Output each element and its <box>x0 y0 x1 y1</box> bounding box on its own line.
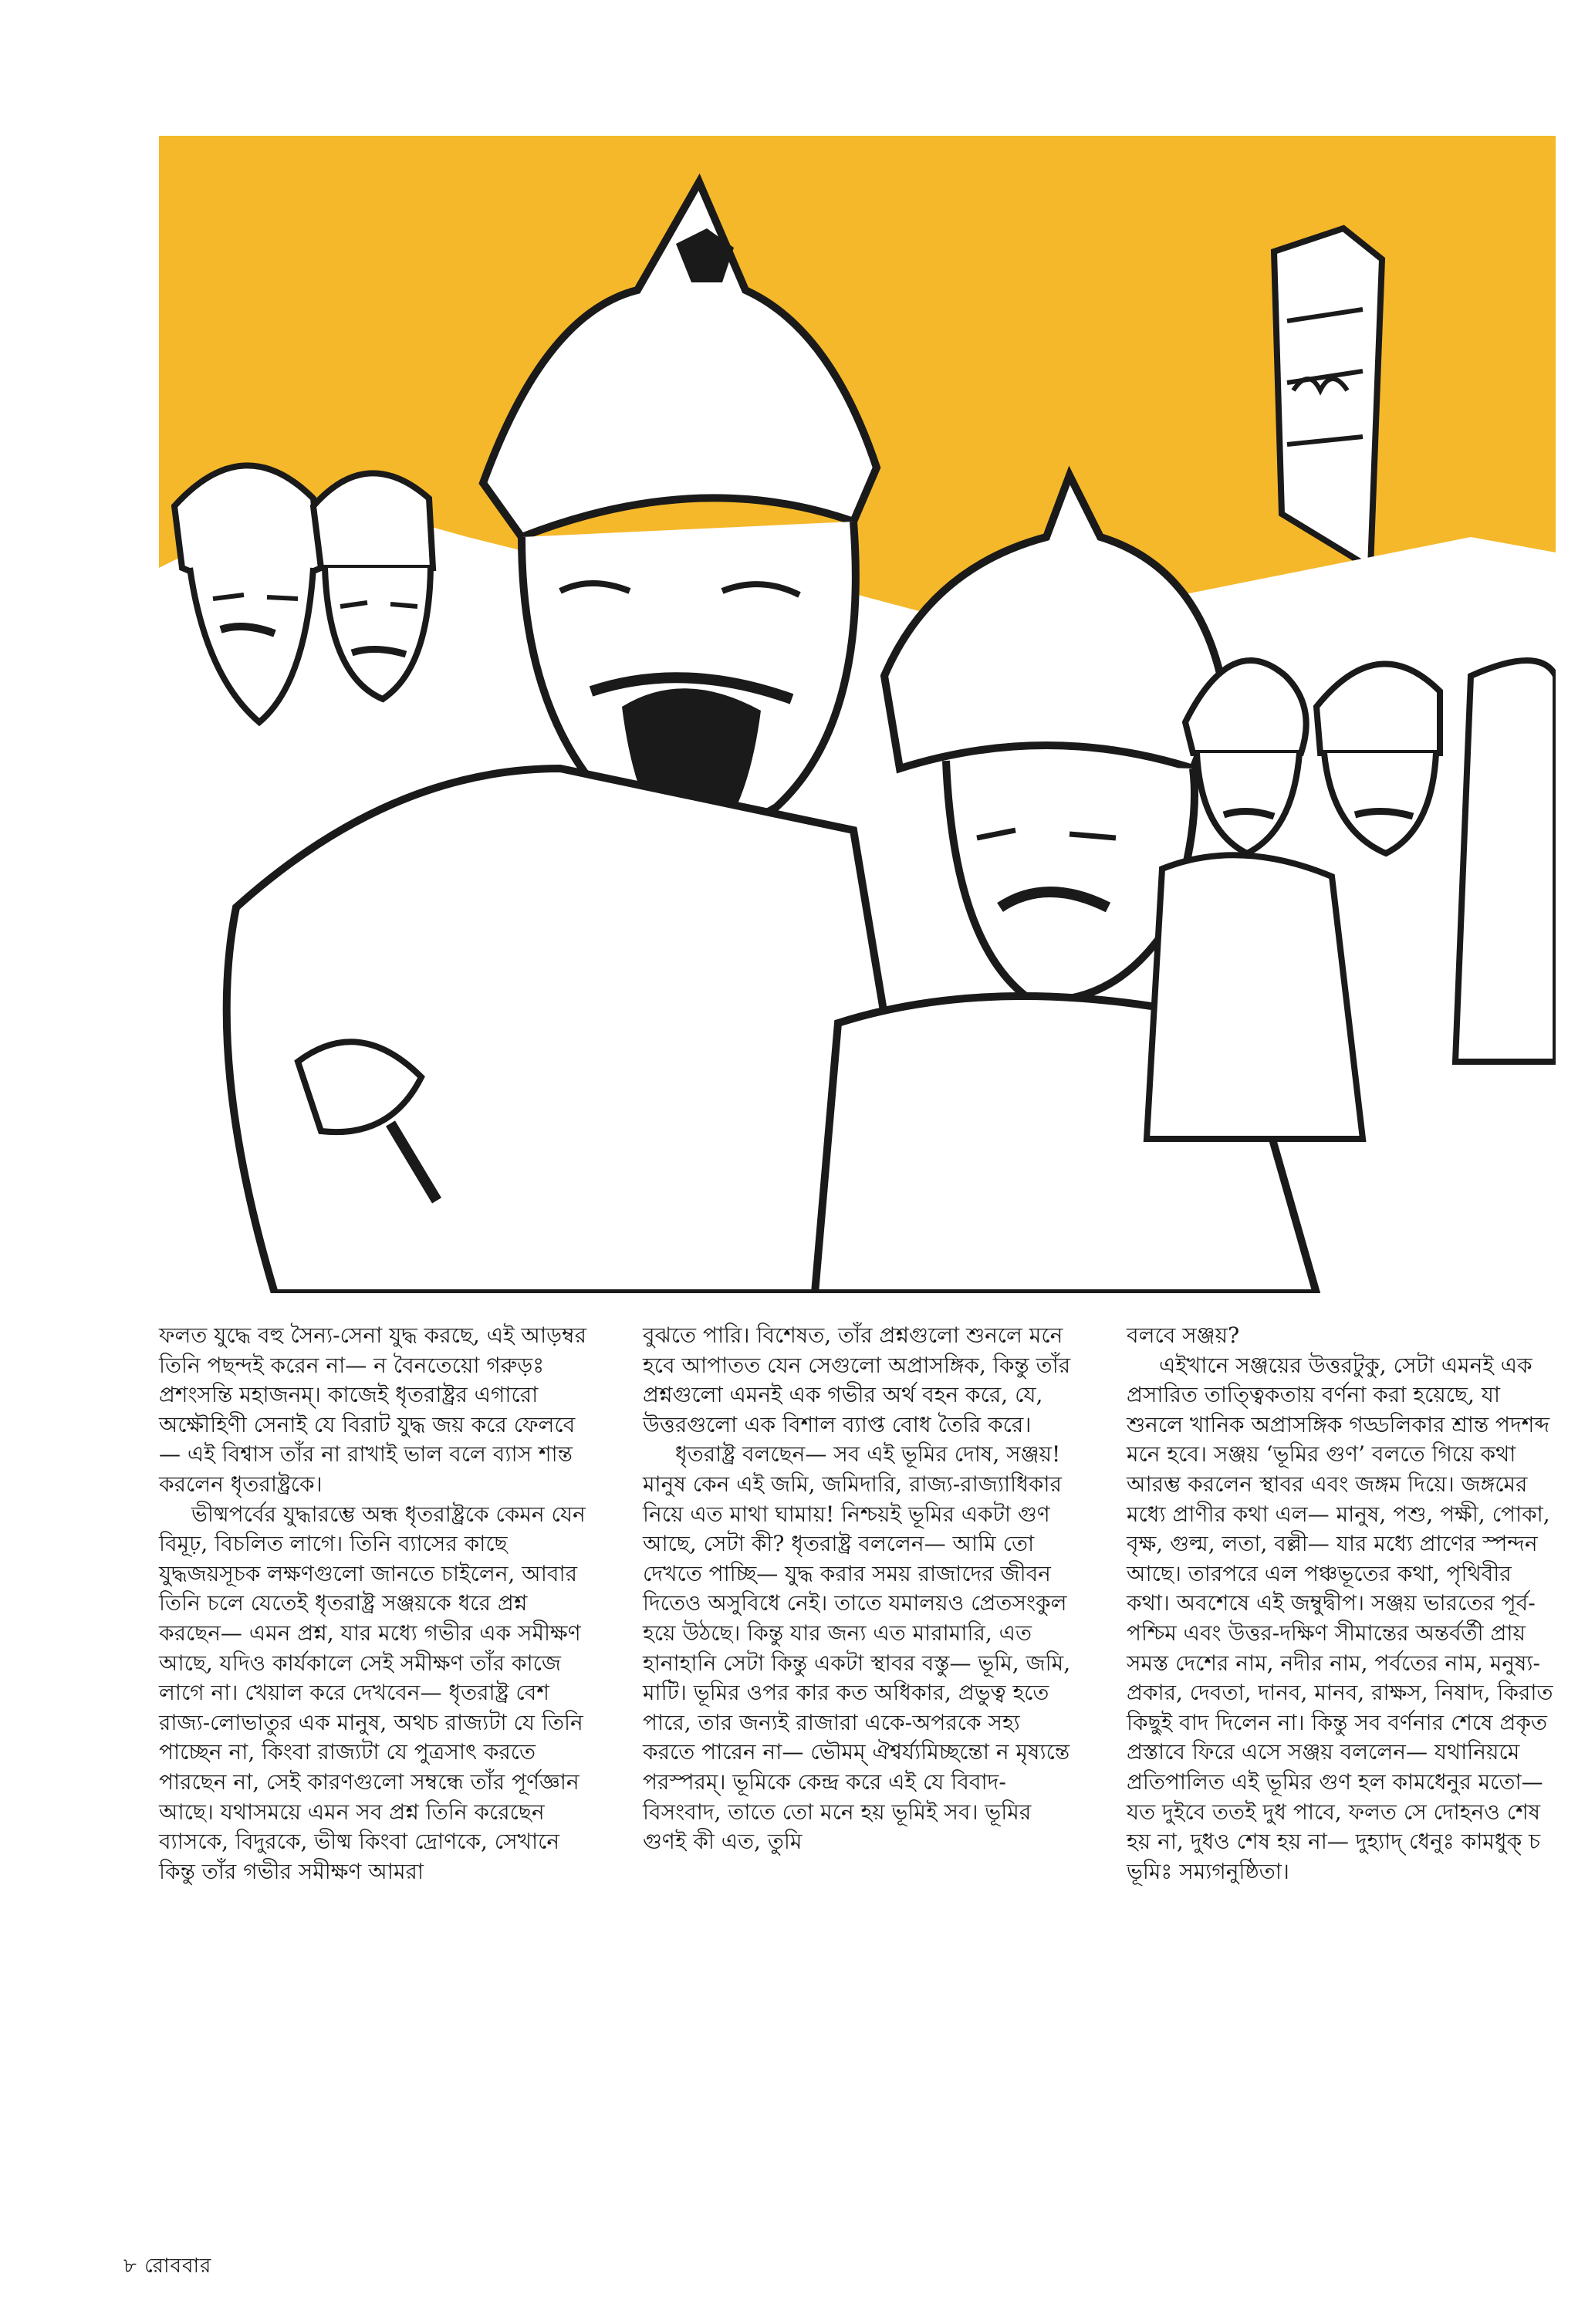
paragraph: ধৃতরাষ্ট্র বলছেন— সব এই ভূমির দোষ, সঞ্জয়! মানুষ কেন এই জমি, জমিদারি, রাজ্য-রাজ্যাধিকার নিয়ে এত মাথা ঘামায়! নিশ্চয়ই ভূমির একটা গুণ আছে, সেটা কী? ধৃতরাষ্ট্র বললেন— আমি তো দেখতে পাচ্ছি— যুদ্ধ করার সময় রাজাদের জীবন দিতেও অসুবিধে নেই। তাতে যমালয়ও প্রেতসংকুল হয়ে উঠছে। কিন্তু যার জন্য এত মারামারি, এত হানাহানি সেটা কিন্তু একটা স্থাবর বস্তু— ভূমি, জমি, মাটি। ভূমির ওপর কার কত অধিকার, প্রভুত্ব হতে পারে, তার জন্যই রাজারা একে-অপরকে সহ্য করতে পারেন না— ভৌমম্ ঐশ্বর্য্যমিচ্ছন্তো ন মৃষ্যন্তে পরস্পরম্। ভূমিকে কেন্দ্র করে এই যে বিবাদ-বিসংবাদ, তাতে তো মনে হয় ভূমিই সব। ভূমির গুণই কী এত, তুমি <box>643 1441 1071 1855</box>
page-folio: ৮ রোববার <box>123 2255 212 2278</box>
paragraph: বলবে সঞ্জয়? <box>1127 1322 1240 1348</box>
paragraph: ভীষ্মপর্বের যুদ্ধারম্ভে অন্ধ ধৃতরাষ্ট্রকে কেমন যেন বিমূঢ়, বিচলিত লাগে। তিনি ব্যাসের কাছে যুদ্ধজয়সূচক লক্ষণগুলো জানতে চাইলেন, আবার তিনি চলে যেতেই ধৃতরাষ্ট্র সঞ্জয়কে ধরে প্রশ্ন করছেন— এমন প্রশ্ন, যার মধ্যে গভীর এক সমীক্ষণ আছে, যদিও কার্যকালে সেই সমীক্ষণ তাঁর কাজে লাগে না। খেয়াল করে দেখবেন— ধৃতরাষ্ট্র বেশ রাজ্য-লোভাতুর এক মানুষ, অথচ রাজ্যটা যে তিনি পাচ্ছেন না, কিংবা রাজ্যটা যে পুত্রসাৎ করতে পারছেন না, সেই কারণগুলো সম্বন্ধে তাঁর পূর্ণজ্ঞান আছে। যথাসময়ে এমন সব প্রশ্ন তিনি করেছেন ব্যাসকে, বিদুরকে, ভীষ্ম কিংবা দ্রোণকে, সেখানে কিন্তু তাঁর গভীর সমীক্ষণ আমরা <box>159 1501 586 1884</box>
article-body <box>159 1321 1556 2189</box>
illustration-dhritarashtra-and-warriors <box>159 136 1556 1293</box>
article-column-2 <box>643 1321 1072 2189</box>
paragraph: ফলত যুদ্ধে বহু সৈন্য-সেনা যুদ্ধ করছে, এই আড়ম্বর তিনি পছন্দই করেন না— ন বৈনতেয়ো গরুড়ঃ প্রশংসন্তি মহাজনম্। কাজেই ধৃতরাষ্ট্রর এগারো অক্ষৌহিণী সেনাই যে বিরাট যুদ্ধ জয় করে ফেলবে— এই বিশ্বাস তাঁর না রাখাই ভাল বলে ব্যাস শান্ত করলেন ধৃতরাষ্ট্রকে। <box>159 1322 587 1497</box>
tower-figure <box>1274 228 1382 568</box>
paragraph: বুঝতে পারি। বিশেষত, তাঁর প্রশ্নগুলো শুনলে মনে হবে আপাতত যেন সেগুলো অপ্রাসঙ্গিক, কিন্তু তাঁর প্রশ্নগুলো এমনই এক গভীর অর্থ বহন করে, যে, উত্তরগুলো এক বিশাল ব্যাপ্ত বোধ তৈরি করে। <box>643 1322 1071 1437</box>
article-column-3 <box>1127 1321 1556 2189</box>
article-column-1 <box>159 1321 588 2189</box>
paragraph: এইখানে সঞ্জয়ের উত্তরটুকু, সেটা এমনই এক প্রসারিত তাত্ত্বিকতায় বর্ণনা করা হয়েছে, যা শুনলে খানিক অপ্রাসঙ্গিক গড্ডলিকার শ্রান্ত পদশব্দ মনে হবে। সঞ্জয় ‘ভূমির গুণ’ বলতে গিয়ে কথা আরম্ভ করলেন স্থাবর এবং জঙ্গম দিয়ে। জঙ্গমের মধ্যে প্রাণীর কথা এল— মানুষ, পশু, পক্ষী, পোকা, বৃক্ষ, গুল্ম, লতা, বল্লী— যার মধ্যে প্রাণের স্পন্দন আছে। তারপরে এল পঞ্চভূতের কথা, পৃথিবীর কথা। অবশেষে এই জম্বুদ্বীপ। সঞ্জয় ভারতের পূর্ব-পশ্চিম এবং উত্তর-দক্ষিণ সীমান্তের অন্তর্বর্তী প্রায় সমস্ত দেশের নাম, নদীর নাম, পর্বতের নাম, মনুষ্য-প্রকার, দেবতা, দানব, মানব, রাক্ষস, নিষাদ, কিরাত কিছুই বাদ দিলেন না। কিন্তু সব বর্ণনার শেষে প্রকৃত প্রস্তাবে ফিরে এসে সঞ্জয় বললেন— যথানিয়মে প্রতিপালিত এই ভূমির গুণ হল কামধেনুর মতো— যত দুইবে ততই দুধ পাবে, ফলত সে দোহনও শেষ হয় না, দুধও শেষ হয় না— দুহ্যাদ্ ধেনুঃ কামধুক্ চ ভূমিঃ সম্যগনুষ্ঠিতা। <box>1127 1352 1553 1884</box>
